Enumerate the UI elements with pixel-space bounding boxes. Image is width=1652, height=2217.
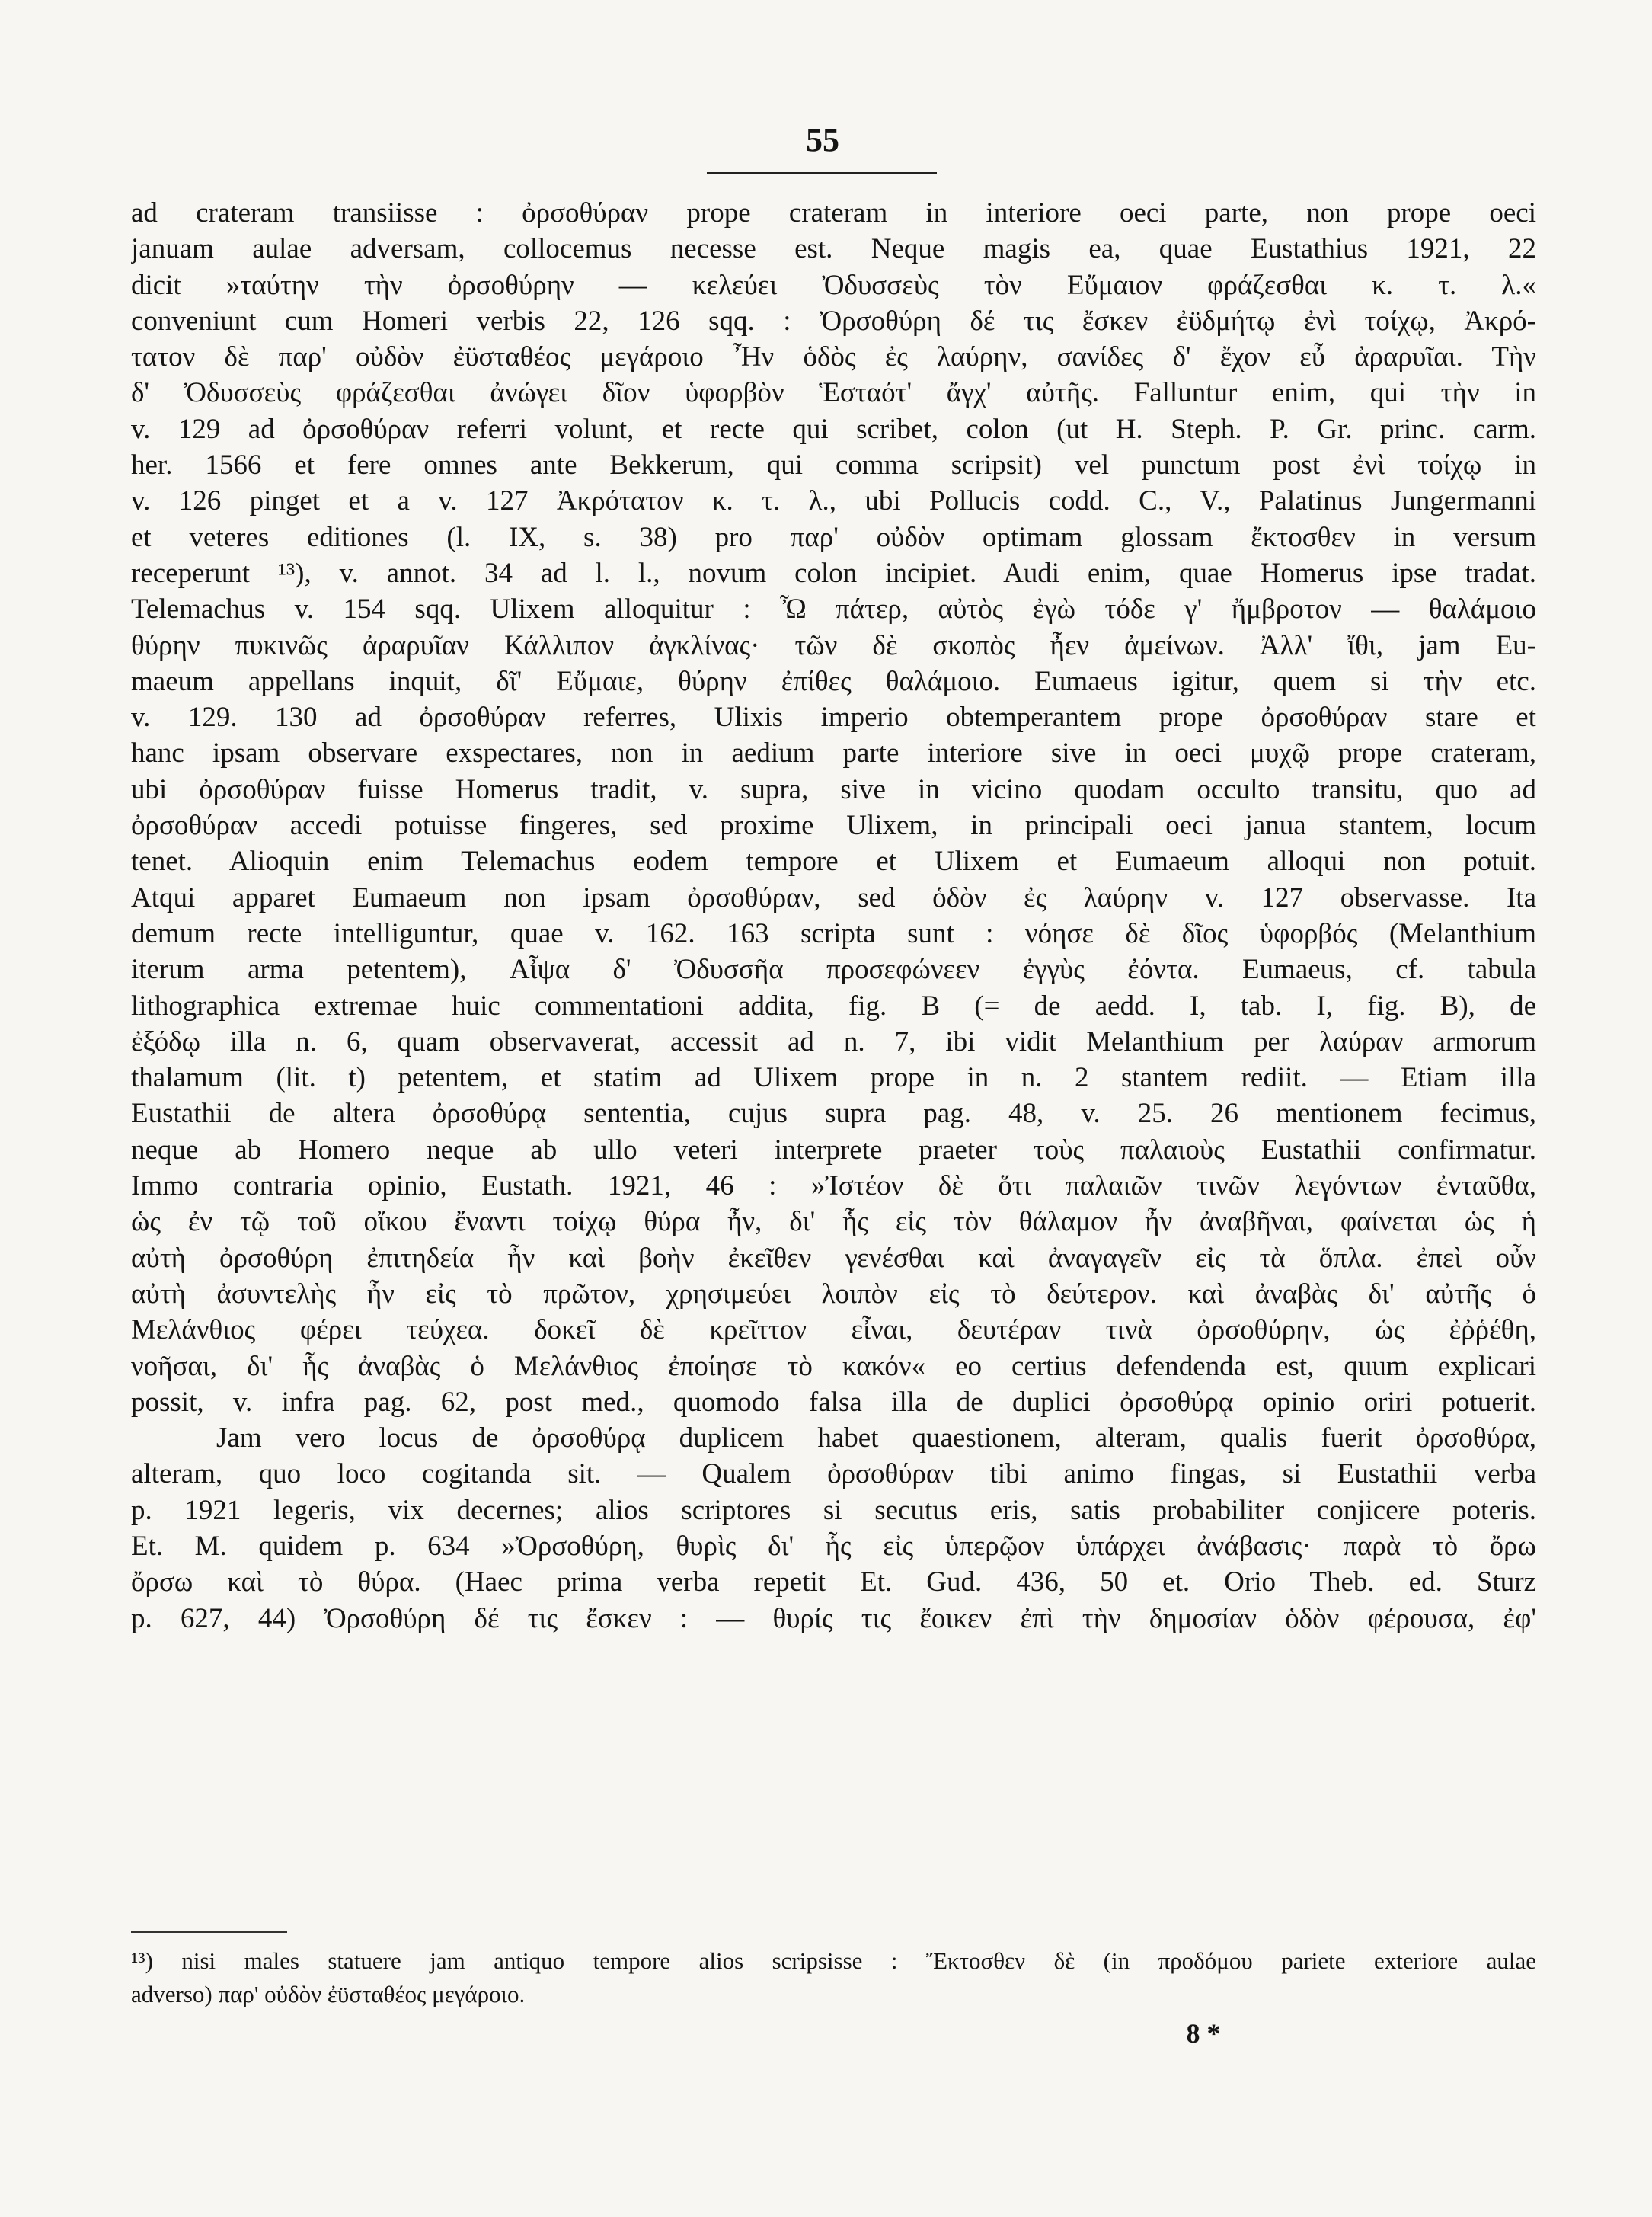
text-line-26: Eustathii de altera ὀρσοθύρᾳ sententia, cujus supra pag. 48, v. 25. 26 mentionem fecimus, [131,1098,1536,1130]
text-line-6: δ' Ὀδυσσεὺς φράζεσθαι ἀνώγει δῖον ὑφορβὸν Ἑσταότ' ἄγχ' αὐτῆς. Falluntur enim, qui τὴν in [131,377,1536,409]
text-line-10: et veteres editiones (l. IX, s. 38) pro παρ' οὐδὸν optimam glossam ἔκτοσθεν in versum [131,521,1536,553]
footnote [131,1944,1536,2011]
footnote-line-2: adverso) παρ' οὐδὸν ἐϋσταθέος μεγάροιο. [131,1981,526,2007]
text-line-36: alteram, quo loco cogitanda sit. — Qualem ὀρσοθύραν tibi animo fingas, si Eustathii verba [131,1458,1536,1490]
text-line-4: conveniunt cum Homeri verbis 22, 126 sqq. : Ὀρσοθύρη δέ τις ἔσκεν ἐϋδμήτῳ ἐνὶ τοίχῳ, Ἀκρό- [131,305,1536,337]
text-line-30: αὐτὴ ὀρσοθύρη ἐπιτηδεία ἦν καὶ βοὴν ἐκεῖθεν γενέσθαι καὶ ἀναγαγεῖν εἰς τὰ ὅπλα. ἐπεὶ οὖν [131,1242,1536,1274]
text-line-3: dicit »ταύτην τὴν ὀρσοθύρην — κελεύει Ὀδυσσεὺς τὸν Εὔμαιον φράζεσθαι κ. τ. λ.« [131,269,1536,301]
text-line-14: maeum appellans inquit, δῖ' Εὔμαιε, θύρην ἐπίθες θαλάμοιο. Eumaeus igitur, quem si τὴν etc. [131,665,1536,697]
text-line-32: Μελάνθιος φέρει τεύχεα. δοκεῖ δὲ κρεῖττον εἶναι, δευτέραν τινὰ ὀρσοθύρην, ὡς ἐῤῥέθη, [131,1314,1536,1346]
text-line-37: p. 1921 legeris, vix decernes; alios scriptores si secutus eris, satis probabiliter conjicere poteris. [131,1494,1536,1526]
signature-mark: 8 * [1186,2018,1221,2049]
text-line-8: her. 1566 et fere omnes ante Bekkerum, qui comma scripsit) vel punctum post ἐνὶ τοίχῳ in [131,449,1536,481]
text-line-38: Et. M. quidem p. 634 »Ὀρσοθύρη, θυρὶς δι' ἧς εἰς ὑπερῷον ὑπάρχει ἀνάβασις· παρὰ τὸ ὄρω [131,1530,1536,1562]
header-rule [707,172,937,174]
text-line-24: ἐξόδῳ illa n. 6, quam observaverat, accessit ad n. 7, ibi vidit Melanthium per λαύραν armorum [131,1025,1536,1057]
text-line-2: januam aulae adversam, collocemus necesse est. Neque magis ea, quae Eustathius 1921, 22 [131,233,1536,265]
text-line-27: neque ab Homero neque ab ullo veteri interprete praeter τοὺς παλαιοὺς Eustathii confirmatur. [131,1134,1536,1166]
text-line-34: possit, v. infra pag. 62, post med., quomodo falsa illa de duplici ὀρσοθύρᾳ opinio oriri potuerit. [131,1386,1536,1418]
text-line-21: demum recte intelliguntur, quae v. 162. 163 scripta sunt : νόησε δὲ δῖος ὑφορβός (Melanthium [131,917,1536,949]
text-line-17: ubi ὀρσοθύραν fuisse Homerus tradit, v. supra, sive in vicino quodam occulto transitu, quo ad [131,773,1536,805]
text-line-28: Immo contraria opinio, Eustath. 1921, 46 : »Ἰστέον δὲ ὅτι παλαιῶν τινῶν λεγόντων ἐνταῦθα, [131,1170,1536,1202]
footnote-line-1: ¹³) nisi males statuere jam antiquo tempore alios scripsisse : Ἔκτοσθεν δὲ (in προδόμου pariete exteriore aulae [131,1947,1536,1974]
text-line-20: Atqui apparet Eumaeum non ipsam ὀρσοθύραν, sed ὁδὸν ἐς λαύρην v. 127 observasse. Ita [131,881,1536,913]
text-line-29: ὡς ἐν τῷ τοῦ οἴκου ἔναντι τοίχῳ θύρα ἦν, δι' ἧς εἰς τὸν θάλαμον ἦν ἀναβῆναι, φαίνεται ὡς ἡ [131,1206,1536,1238]
text-line-9: v. 126 pinget et a v. 127 Ἀκρότατον κ. τ. λ., ubi Pollucis codd. C., V., Palatinus Jungermanni [131,485,1536,517]
text-line-5: τατον δὲ παρ' οὐδὸν ἐϋσταθέος μεγάροιο Ἦν ὁδὸς ἐς λαύρην, σανίδες δ' ἔχον εὖ ἀραρυῖαι. Τὴν [131,341,1536,373]
body-text [131,195,1536,1636]
text-line-15: v. 129. 130 ad ὀρσοθύραν referres, Ulixis imperio obtemperantem prope ὀρσοθύραν stare et [131,702,1536,734]
text-line-39: ὄρσω καὶ τὸ θύρα. (Haec prima verba repetit Et. Gud. 436, 50 et. Orio Theb. ed. Sturz [131,1566,1536,1598]
text-line-23: lithographica extremae huic commentationi addita, fig. B (= de aedd. I, tab. I, fig. B), de [131,990,1536,1022]
text-line-13: θύρην πυκινῶς ἀραρυῖαν Κάλλιπον ἀγκλίνας· τῶν δὲ σκοπὸς ἦεν ἀμείνων. Ἀλλ' ἴθι, jam Eu- [131,629,1536,661]
text-line-16: hanc ipsam observare exspectares, non in aedium parte interiore sive in oeci μυχῷ prope crateram, [131,737,1536,769]
page-number: 55 [806,121,839,158]
text-line-31: αὐτὴ ἀσυντελὴς ἦν εἰς τὸ πρῶτον, χρησιμεύει λοιπὸν εἰς τὸ δεύτερον. καὶ ἀναβὰς δι' αὐτῆς ὁ [131,1278,1536,1310]
text-line-22: iterum arma petentem), Αἶψα δ' Ὀδυσσῆα προσεφώνεεν ἐγγὺς ἐόντα. Eumaeus, cf. tabula [131,954,1536,986]
text-line-12: Telemachus v. 154 sqq. Ulixem alloquitur : Ὦ πάτερ, αὐτὸς ἐγὼ τόδε γ' ἤμβροτον — θαλάμοιο [131,593,1536,625]
footnote-rule [131,1931,287,1933]
text-line-35: Jam vero locus de ὀρσοθύρᾳ duplicem habet quaestionem, alteram, qualis fuerit ὀρσοθύρα, [216,1422,1536,1454]
text-line-11: receperunt ¹³), v. annot. 34 ad l. l., novum colon incipiet. Audi enim, quae Homerus ipse tradat. [131,557,1536,589]
text-line-19: tenet. Alioquin enim Telemachus eodem tempore et Ulixem et Eumaeum alloqui non potuit. [131,846,1536,878]
text-line-33: νοῆσαι, δι' ἧς ἀναβὰς ὁ Μελάνθιος ἐποίησε τὸ κακόν« eo certius defendenda est, quum explicari [131,1350,1536,1382]
text-line-7: v. 129 ad ὀρσοθύραν referri volunt, et recte qui scribet, colon (ut H. Steph. P. Gr. princ. carm. [131,413,1536,445]
text-line-25: thalamum (lit. t) petentem, et statim ad Ulixem prope in n. 2 stantem rediit. — Etiam illa [131,1062,1536,1094]
text-line-18: ὀρσοθύραν accedi potuisse fingeres, sed proxime Ulixem, in principali oeci janua stantem, locum [131,810,1536,842]
text-line-1: ad crateram transiisse : ὀρσοθύραν prope crateram in interiore oeci parte, non prope oeci [131,197,1536,229]
text-line-40: p. 627, 44) Ὀρσοθύρη δέ τις ἔσκεν : — θυρίς τις ἔοικεν ἐπὶ τὴν δημοσίαν ὁδὸν φέρουσα, ἐφ' [131,1602,1536,1634]
